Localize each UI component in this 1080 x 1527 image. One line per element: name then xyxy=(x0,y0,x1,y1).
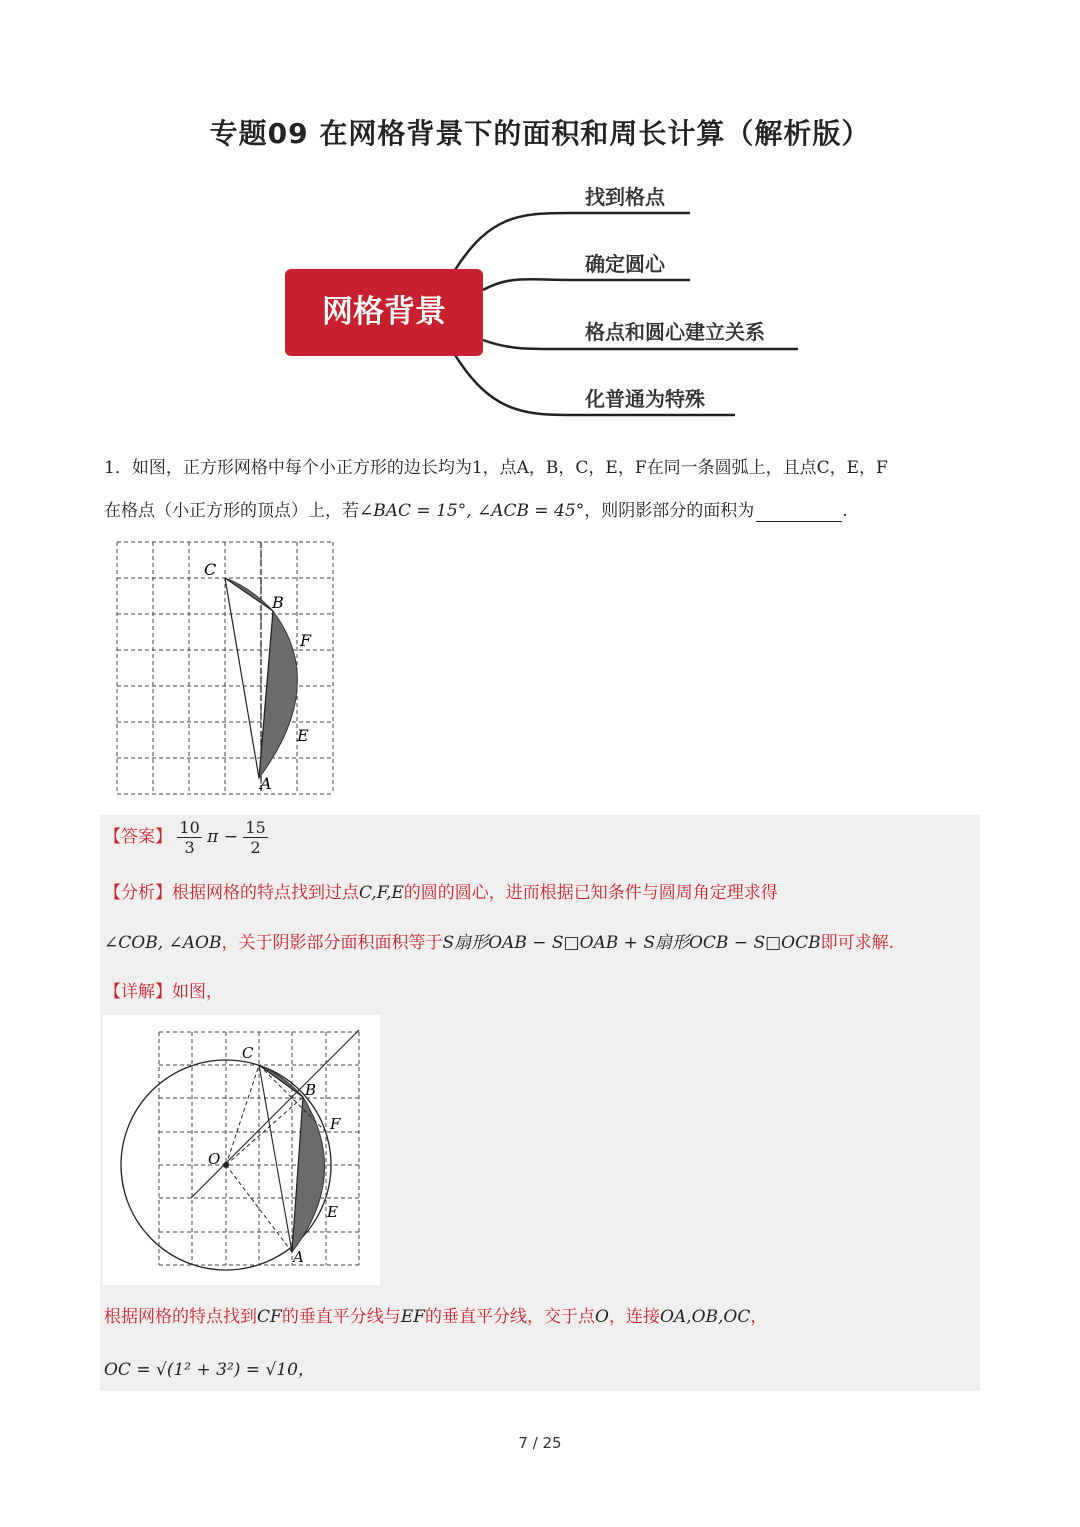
mindmap-branch-3: 格点和圆心建立关系 xyxy=(585,320,765,344)
question-line-2 xyxy=(104,496,848,522)
detail-math-cf: CF xyxy=(257,1307,282,1327)
label-b-2: B xyxy=(305,1081,317,1099)
analysis-line-1 xyxy=(104,878,778,903)
detail-line xyxy=(104,977,223,1002)
answer-num-2: 15 xyxy=(245,818,266,837)
analysis-line-2 xyxy=(104,928,894,953)
detail-math-o: O xyxy=(595,1307,609,1327)
question-text-2: 在格点（小正方形的顶点）上，若 xyxy=(104,501,359,521)
detail-math-oa: OA,OB,OC xyxy=(659,1307,751,1327)
page-title: 专题09 在网格背景下的面积和周长计算（解析版） xyxy=(209,117,871,150)
mindmap-root: 网格背景 xyxy=(285,269,483,356)
answer-den-2: 2 xyxy=(250,838,261,857)
answer-fraction-1 xyxy=(177,818,201,857)
detail-text: 如图， xyxy=(172,982,223,1002)
answer-pi: π − xyxy=(207,827,238,847)
detail-text-3: 的垂直平分线，交于点 xyxy=(425,1307,596,1327)
mindmap-branch-1: 找到格点 xyxy=(585,185,665,209)
detail-text-4: ，连接 xyxy=(608,1307,660,1327)
analysis-text-4: 即可求解. xyxy=(820,933,895,953)
analysis-text-2: 的圆的圆心，进而根据已知条件与圆周角定理求得 xyxy=(403,883,778,903)
analysis-math-1: C,F,E xyxy=(359,883,404,903)
question-number: 1． xyxy=(104,458,132,478)
question-text-1: 如图，正方形网格中每个小正方形的边长均为1，点A，B，C，E，F在同一条圆弧上，且点C，E，F xyxy=(131,458,888,478)
analysis-formula: S扇形OAB − S□OAB + S扇形OCB − S□OCB xyxy=(442,933,821,953)
analysis-math-2: ∠COB, ∠AOB xyxy=(104,933,222,953)
detail-text-5: ， xyxy=(750,1307,768,1327)
detail-text-2: 的垂直平分线与 xyxy=(281,1307,401,1327)
label-a-2: A xyxy=(293,1248,304,1266)
question-end: . xyxy=(842,501,848,521)
label-a: A xyxy=(260,774,272,793)
page-number: 7 / 25 xyxy=(518,1434,562,1452)
detail-math-ef: EF xyxy=(400,1307,426,1327)
analysis-text-1: 根据网格的特点找到过点 xyxy=(172,883,359,903)
detail-tag: 【详解】 xyxy=(104,982,172,1002)
analysis-text-3: ，关于阴影部分面积面积等于 xyxy=(221,933,443,953)
mindmap-branch-4: 化普通为特殊 xyxy=(585,387,705,411)
question-line-1 xyxy=(104,453,888,478)
question-text-3: ，则阴影部分的面积为 xyxy=(584,501,755,521)
label-e: E xyxy=(297,726,309,745)
detail-text-1: 根据网格的特点找到 xyxy=(104,1307,257,1327)
detail-line-1 xyxy=(104,1302,767,1327)
label-e-2: E xyxy=(327,1203,338,1221)
answer-num-1: 10 xyxy=(179,818,200,837)
analysis-tag: 【分析】 xyxy=(104,883,172,903)
answer-blank xyxy=(756,501,842,522)
answer-den-1: 3 xyxy=(184,838,195,857)
detail-line-2: OC = √(1² + 3²) = √10， xyxy=(104,1360,315,1380)
answer-tag: 【答案】 xyxy=(104,827,172,847)
figure-question xyxy=(110,535,340,800)
label-b: B xyxy=(272,593,284,612)
label-c: C xyxy=(204,560,217,579)
figure-solution xyxy=(103,1015,380,1285)
label-c-2: C xyxy=(242,1044,254,1062)
answer-fraction-2 xyxy=(243,818,267,857)
shaded-segment-ba xyxy=(259,611,297,778)
label-o-2: O xyxy=(208,1150,221,1168)
label-f: F xyxy=(300,631,312,650)
answer-line xyxy=(104,818,268,857)
question-angles: ∠BAC = 15°, ∠ACB = 45° xyxy=(359,501,585,521)
mindmap-branch-2: 确定圆心 xyxy=(585,252,665,276)
label-f-2: F xyxy=(330,1115,341,1133)
